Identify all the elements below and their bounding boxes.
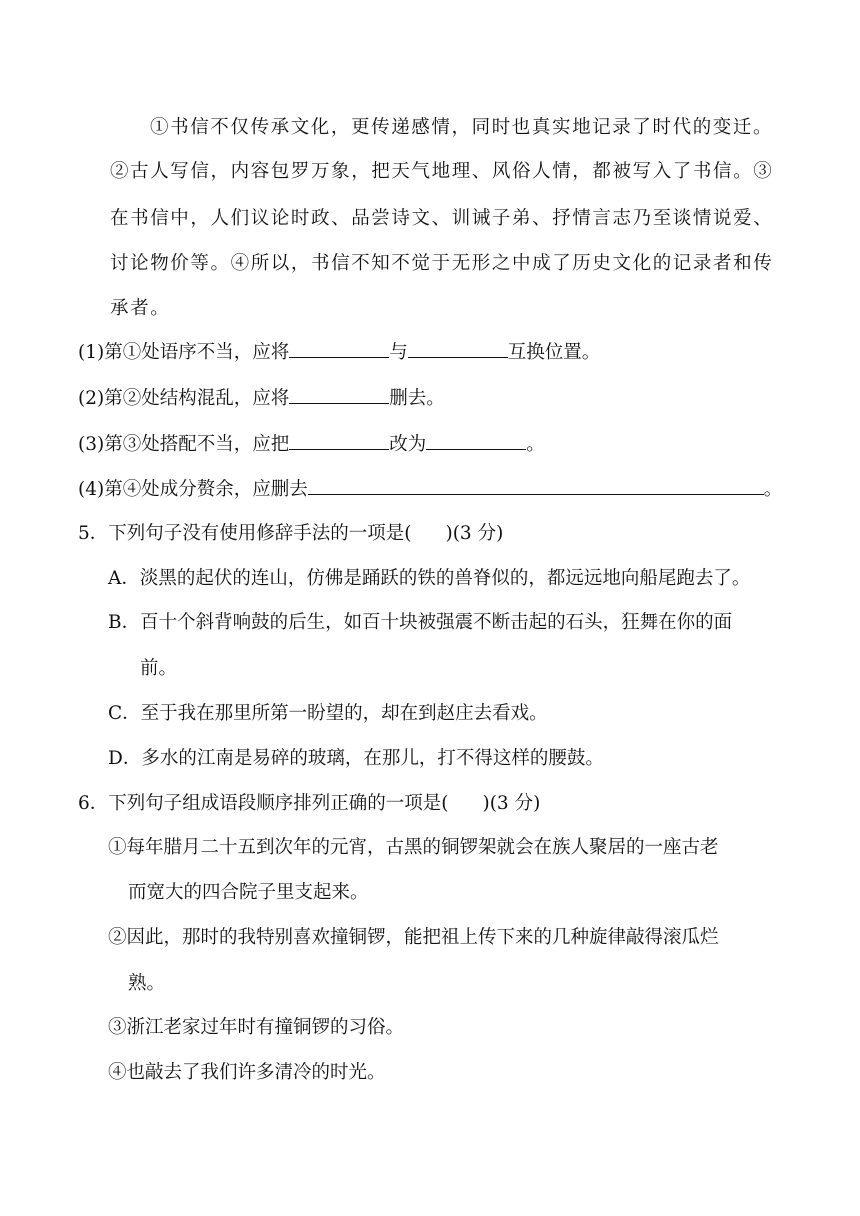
option-a: A．淡黑的起伏的连山，仿佛是踊跃的铁的兽脊似的，都远远地向船尾跑去了。 — [108, 568, 751, 589]
answer-blank[interactable] — [289, 341, 389, 358]
passage-line-1: ①书信不仅传承文化，更传递感情，同时也真实地记录了时代的变迁。 — [150, 117, 774, 138]
sub-question-1-text-a: (1)第①处语序不当，应将 — [78, 342, 290, 363]
answer-blank[interactable] — [426, 433, 526, 450]
sub-question-2-text-b: 删去。 — [389, 388, 445, 409]
sentence-2: ②因此，那时的我特别喜欢撞铜锣，能把祖上传下来的几种旋律敲得滚瓜烂 — [108, 927, 719, 948]
sentence-2-continued: 熟。 — [128, 973, 166, 994]
option-b-continued: 前。 — [140, 658, 178, 679]
answer-blank[interactable] — [289, 387, 389, 404]
sub-question-4 — [78, 478, 782, 502]
sub-question-1 — [78, 341, 600, 365]
passage-line-3: 在书信中，人们议论时政、品尝诗文、训诫子弟、抒情言志乃至谈情说爱、 — [110, 208, 774, 229]
sentence-1: ①每年腊月二十五到次年的元宵，古黑的铜锣架就会在族人聚居的一座古老 — [108, 837, 719, 858]
option-b: B．百十个斜背响鼓的后生，如百十块被强震不断击起的石头，狂舞在你的面 — [108, 612, 733, 633]
question-5-stem — [78, 522, 503, 546]
sentence-3: ③浙江老家过年时有撞铜锣的习俗。 — [108, 1017, 405, 1038]
sub-question-2-text-a: (2)第②处结构混乱，应将 — [78, 388, 290, 409]
sub-question-3-text-c: 。 — [526, 434, 545, 455]
option-d: D．多水的江南是易碎的玻璃，在那儿，打不得这样的腰鼓。 — [108, 748, 604, 769]
passage-line-5: 承者。 — [110, 298, 171, 319]
sub-question-3-text-a: (3)第③处搭配不当，应把 — [78, 434, 290, 455]
sub-question-2 — [78, 387, 445, 411]
question-5-score: )(3 分) — [445, 523, 504, 544]
sub-question-3 — [78, 433, 545, 457]
answer-blank[interactable] — [308, 478, 764, 495]
sub-question-4-text-b: 。 — [763, 479, 783, 500]
answer-blank[interactable] — [289, 433, 389, 450]
question-6-stem — [78, 792, 540, 816]
sentence-1-continued: 而宽大的四合院子里支起来。 — [128, 882, 369, 903]
sub-question-1-text-b: 与 — [389, 342, 408, 363]
sub-question-1-text-c: 互换位置。 — [507, 342, 601, 363]
sentence-4: ④也敲去了我们许多清冷的时光。 — [108, 1062, 386, 1083]
sub-question-4-text-a: (4)第④处成分赘余，应删去 — [78, 479, 308, 500]
passage-line-2: ②古人写信，内容包罗万象，把天气地理、风俗人情，都被写入了书信。③ — [110, 161, 774, 182]
option-c: C．至于我在那里所第一盼望的，却在到赵庄去看戏。 — [108, 703, 548, 724]
question-6-score: )(3 分) — [482, 793, 541, 814]
passage-line-4: 讨论物价等。④所以，书信不知不觉于无形之中成了历史文化的记录者和传 — [110, 253, 774, 274]
sub-question-3-text-b: 改为 — [389, 434, 427, 455]
question-6-stem-text: 6．下列句子组成语段顺序排列正确的一项是( — [78, 793, 449, 814]
answer-blank[interactable] — [408, 341, 508, 358]
question-5-stem-text: 5．下列句子没有使用修辞手法的一项是( — [78, 523, 412, 544]
